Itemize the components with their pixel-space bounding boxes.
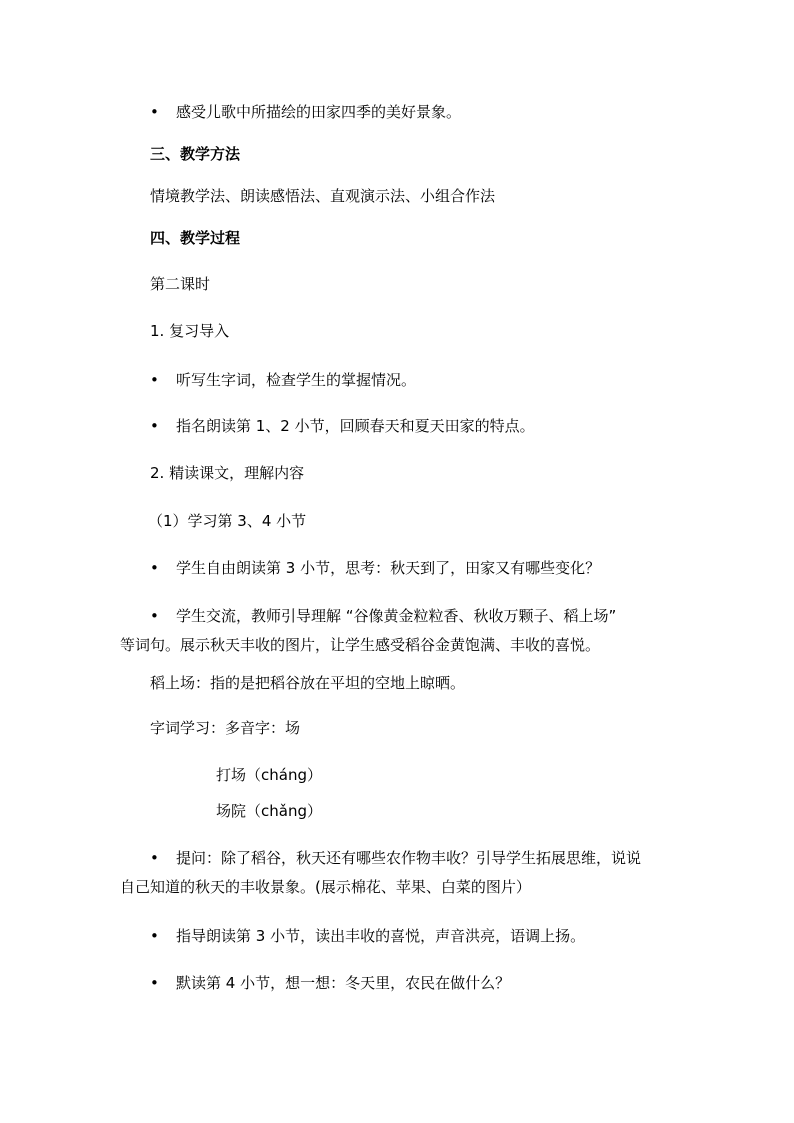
- paragraph-text: 场院（chǎng）: [216, 802, 322, 820]
- bullet-dot: •: [150, 849, 159, 867]
- paragraph-text: 1. 复习导入: [150, 322, 230, 340]
- bullet-text: 听写生字词，检查学生的掌握情况。: [176, 371, 417, 389]
- bullet-text: 指名朗读第 1、2 小节，回顾春天和夏天田家的特点。: [176, 417, 535, 435]
- bullet-text: 学生自由朗读第 3 小节，思考：秋天到了，田家又有哪些变化？: [176, 559, 601, 577]
- bullet-dot: •: [150, 927, 159, 945]
- paragraph-text: 字词学习：多音字：场: [150, 719, 301, 737]
- bullet-dot: •: [150, 974, 159, 992]
- bullet-text: 默读第 4 小节，想一想：冬天里，农民在做什么？: [176, 974, 511, 992]
- bullet-dot: •: [150, 607, 159, 625]
- bullet-text: 指导朗读第 3 小节，读出丰收的喜悦，声音洪亮，语调上扬。: [176, 927, 586, 945]
- paragraph-text: （1）学习第 3、4 小节: [148, 512, 307, 530]
- heading-text: 三、教学方法: [150, 145, 241, 163]
- bullet-dot: •: [150, 371, 159, 389]
- bullet-dot: •: [150, 559, 159, 577]
- paragraph-text: 稻上场：指的是把稻谷放在平坦的空地上晾晒。: [150, 674, 466, 692]
- paragraph-text: 情境教学法、朗读感悟法、直观演示法、小组合作法: [150, 187, 496, 205]
- bullet-text: 感受儿歌中所描绘的田家四季的美好景象。: [176, 103, 462, 121]
- bullet-dot: •: [150, 103, 159, 121]
- bullet-text: 提问：除了稻谷，秋天还有哪些农作物丰收？引导学生拓展思维，说说: [176, 849, 642, 867]
- bullet-text: 自己知道的秋天的丰收景象。(展示棉花、苹果、白菜的图片）: [120, 878, 531, 896]
- paragraph-text: 2. 精读课文，理解内容: [150, 464, 305, 482]
- heading-text: 四、教学过程: [150, 229, 241, 247]
- bullet-text: 学生交流，教师引导理解 “谷像黄金粒粒香、秋收万颗子、稻上场”: [176, 607, 617, 625]
- paragraph-text: 打场（cháng）: [216, 766, 322, 784]
- paragraph-text: 第二课时: [150, 275, 211, 293]
- bullet-text: 等词句。展示秋天丰收的图片，让学生感受稻谷金黄饱满、丰收的喜悦。: [120, 636, 601, 654]
- bullet-dot: •: [150, 417, 159, 435]
